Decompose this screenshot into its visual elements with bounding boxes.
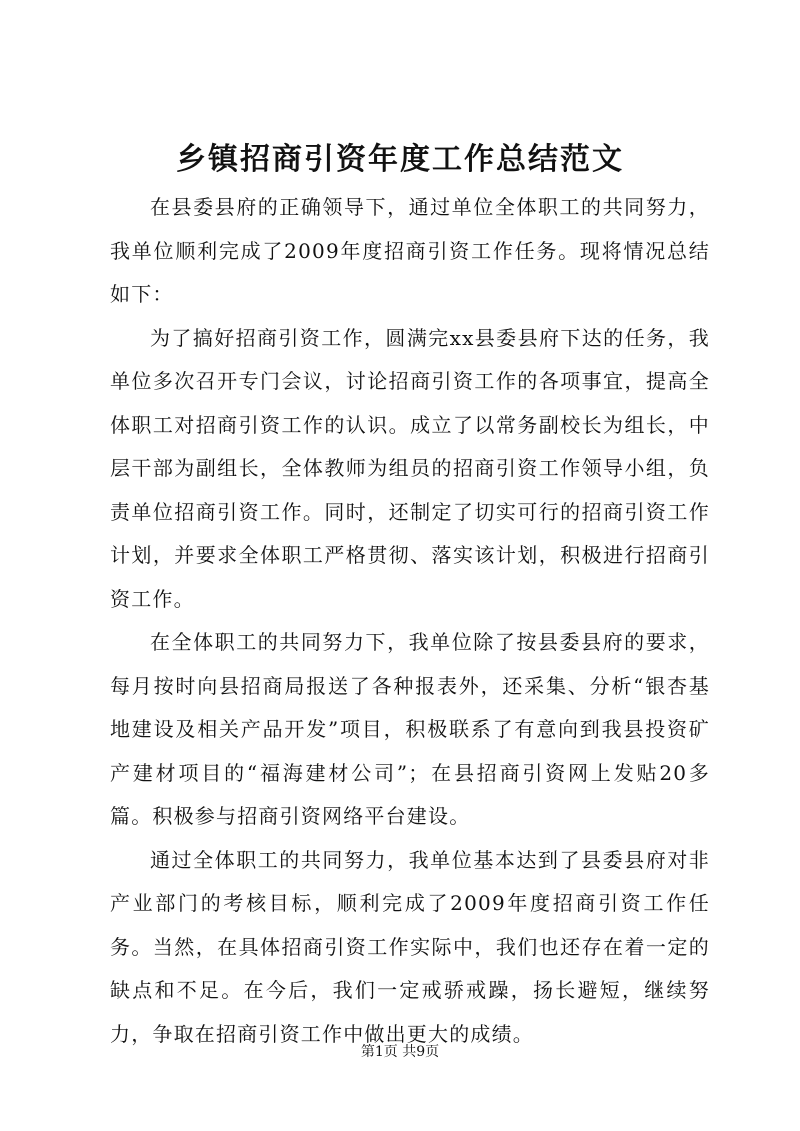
document-body <box>110 186 710 1056</box>
document-title: 乡镇招商引资年度工作总结范文 <box>176 142 624 177</box>
paragraph-1: 在县委县府的正确领导下，通过单位全体职工的共同努力，我单位顺利完成了2009年度招商引资工作任务。现将情况总结如下： <box>110 195 710 306</box>
paragraph-2: 为了搞好招商引资工作，圆满完xx县委县府下达的任务，我单位多次召开专门会议，讨论招商引资工作的各项事宜，提高全体职工对招商引资工作的认识。成立了以常务副校长为组长，中层干部为副组长，全体教师为组员的招商引资工作领导小组，负责单位招商引资工作。同时，还制定了切实可行的招商引资工作计划，并要求全体职工严格贯彻、落实该计划，积极进行招商引资工作。 <box>110 325 710 611</box>
paragraph-3: 在全体职工的共同努力下，我单位除了按县委县府的要求，每月按时向县招商局报送了各种报表外，还采集、分析“银杏基地建设及相关产品开发”项目，积极联系了有意向到我县投资矿产建材项目的“福海建材公司”；在县招商引资网上发贴20多篇。积极参与招商引资网络平台建设。 <box>110 630 710 828</box>
page-footer: 第1页 共9页 <box>360 1044 440 1060</box>
paragraph-4: 通过全体职工的共同努力，我单位基本达到了县委县府对非产业部门的考核目标，顺利完成了2009年度招商引资工作任务。当然，在具体招商引资工作实际中，我们也还存在着一定的缺点和不足。在今后，我们一定戒骄戒躁，扬长避短，继续努力，争取在招商引资工作中做出更大的成绩。 <box>110 847 710 1046</box>
